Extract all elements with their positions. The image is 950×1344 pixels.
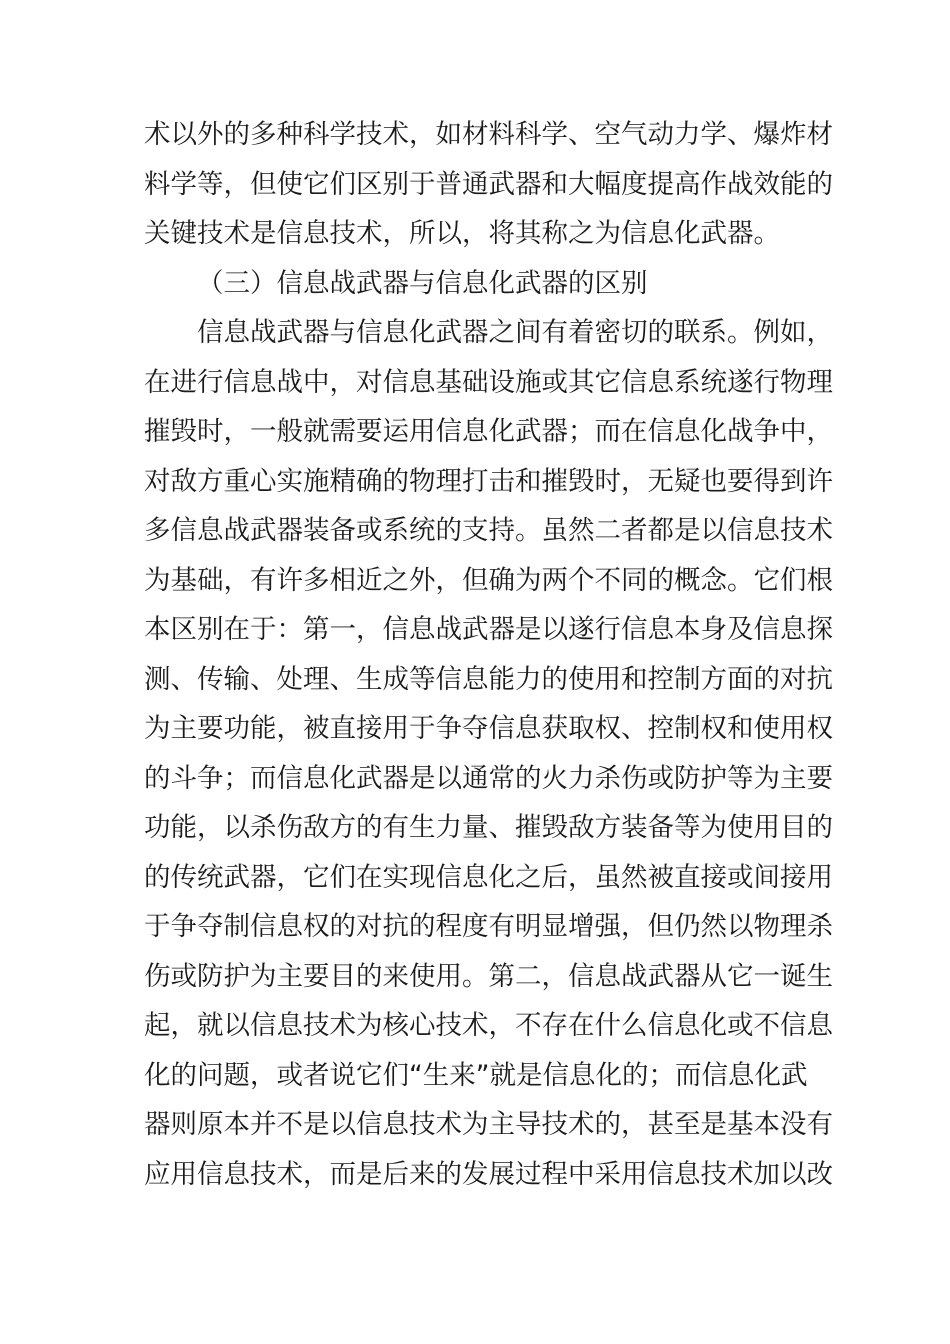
- text-line: 本区别在于：第一，信息战武器是以遂行信息本身及信息探: [144, 614, 833, 645]
- text-line: 于争夺制信息权的对抗的程度有明显增强，但仍然以物理杀: [144, 911, 833, 942]
- body-text: [144, 110, 833, 1199]
- text-line: 起，就以信息技术为核心技术，不存在什么信息化或不信息: [144, 1010, 833, 1041]
- text-line: 功能，以杀伤敌方的有生力量、摧毁敌方装备等为使用目的: [144, 812, 833, 843]
- text-line: 器则原本并不是以信息技术为主导技术的，甚至是基本没有: [144, 1109, 833, 1140]
- text-line: 多信息战武器装备或系统的支持。虽然二者都是以信息技术: [144, 515, 833, 546]
- text-line: 料学等，但使它们区别于普通武器和大幅度提高作战效能的: [144, 168, 833, 200]
- text-line: 应用信息技术，而是后来的发展过程中采用信息技术加以改: [144, 1158, 833, 1190]
- text-line: 的传统武器，它们在实现信息化之后，虽然被直接或间接用: [144, 861, 833, 893]
- text-line: 术以外的多种科学技术，如材料科学、空气动力学、爆炸材: [144, 119, 833, 150]
- text-line: 关键技术是信息技术，所以，将其称之为信息化武器。: [144, 218, 780, 249]
- text-line: 在进行信息战中，对信息基础设施或其它信息系统遂行物理: [144, 366, 833, 398]
- section-heading: （三）信息战武器与信息化武器的区别: [197, 267, 648, 299]
- text-line: 化的问题，或者说它们“生来”就是信息化的；而信息化武: [144, 1059, 808, 1091]
- text-line: 摧毁时，一般就需要运用信息化武器；而在信息化战争中，: [144, 416, 833, 447]
- text-line: 对敌方重心实施精确的物理打击和摧毁时，无疑也要得到许: [144, 465, 833, 497]
- text-line: 的斗争；而信息化武器是以通常的火力杀伤或防护等为主要: [144, 762, 833, 794]
- text-line: 测、传输、处理、生成等信息能力的使用和控制方面的对抗: [144, 663, 833, 695]
- text-line: 为主要功能，被直接用于争夺信息获取权、控制权和使用权: [144, 713, 833, 744]
- text-line: 伤或防护为主要目的来使用。第二，信息战武器从它一诞生: [144, 960, 833, 992]
- text-line: 为基础，有许多相近之外，但确为两个不同的概念。它们根: [144, 564, 833, 596]
- paragraph-start-line: 信息战武器与信息化武器之间有着密切的联系。例如，: [197, 317, 833, 348]
